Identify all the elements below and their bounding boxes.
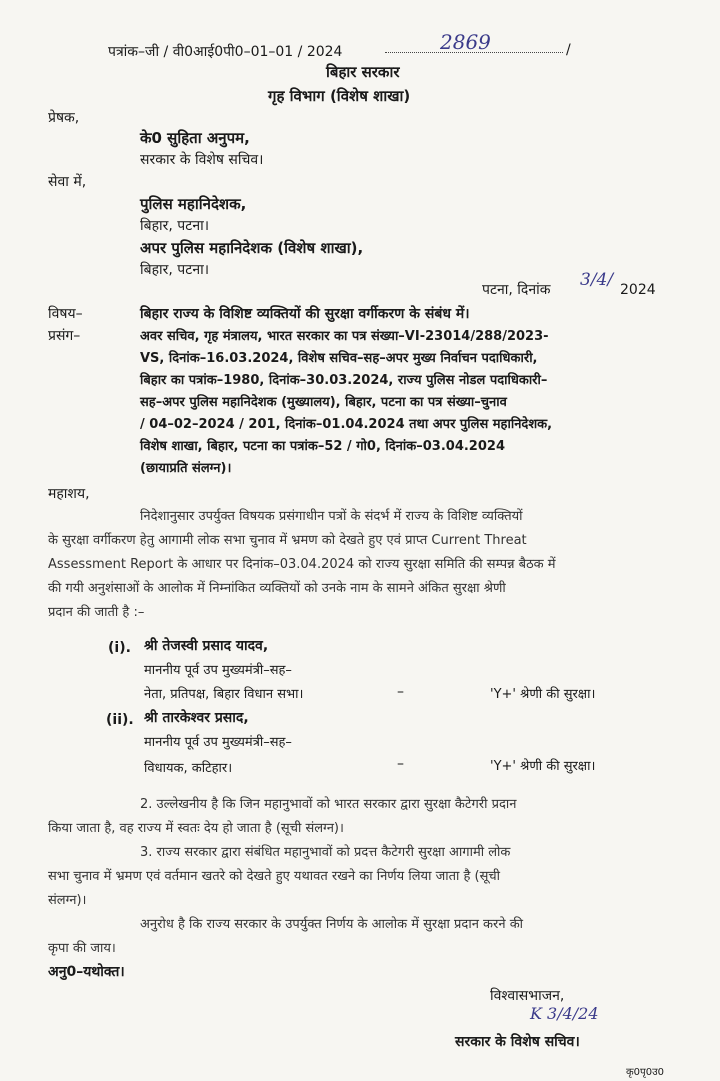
date-year: 2024: [620, 282, 656, 298]
paragraph-4-line: कृपा की जाय।: [48, 941, 116, 956]
reference-line: सह–अपर पुलिस महानिदेशक (मुख्यालय), बिहार, पटना का पत्र संख्या–चुनाव: [140, 395, 507, 410]
recipient-1-title: पुलिस महानिदेशक,: [140, 195, 247, 213]
person-1-dash: –: [397, 684, 404, 700]
date-prefix: पटना, दिनांक: [482, 282, 551, 298]
sender-name: के0 सुहिता अनुपम,: [140, 129, 250, 147]
paragraph-3-line: 3. राज्य सरकार द्वारा संबंधित महानुभावों को प्रदत्त कैटेगरी सुरक्षा आगामी लोक: [140, 845, 511, 860]
person-2-number: (ii).: [106, 712, 134, 728]
person-1-line3: नेता, प्रतिपक्ष, बिहार विधान सभा।: [144, 687, 304, 702]
sender-label: प्रेषक,: [48, 110, 80, 126]
reference-line: (छायाप्रति संलग्न)।: [140, 461, 232, 476]
reference-line: / 04–02–2024 / 201, दिनांक–01.04.2024 तथा अपर पुलिस महानिदेशक,: [140, 417, 553, 432]
paragraph-4-line: अनुरोध है कि राज्य सरकार के उपर्युक्त निर्णय के आलोक में सुरक्षा प्रदान करने की: [140, 917, 524, 932]
person-1-number: (i).: [108, 640, 131, 656]
paragraph-2-line: किया जाता है, वह राज्य में स्वतः देय हो जाता है (सूची संलग्न)।: [48, 821, 344, 836]
reference-label: प्रसंग–: [48, 328, 81, 344]
recipient-1-place: बिहार, पटना।: [140, 218, 210, 234]
person-1-line2: माननीय पूर्व उप मुख्यमंत्री–सह–: [144, 663, 292, 678]
recipient-2-title: अपर पुलिस महानिदेशक (विशेष शाखा),: [140, 239, 364, 257]
paragraph-1-line: के सुरक्षा वर्गीकरण हेतु आगामी लोक सभा चुनाव में भ्रमण को देखते हुए एवं प्राप्त Current Threat: [48, 533, 527, 548]
person-1-category: 'Y+' श्रेणी की सुरक्षा।: [490, 687, 596, 702]
paragraph-3-line: सभा चुनाव में भ्रमण एवं वर्तमान खतरे को देखते हुए यथावत रखने का निर्णय लिया जाता है (सूची: [48, 869, 501, 884]
paragraph-1-line: प्रदान की जाती है :–: [48, 605, 145, 620]
person-2-dash: –: [397, 756, 404, 772]
reference-line: VS, दिनांक–16.03.2024, विशेष सचिव–सह–अपर मुख्य निर्वाचन पदाधिकारी,: [140, 351, 538, 366]
person-2-line3: विधायक, कटिहार।: [144, 761, 233, 776]
organization-name: बिहार सरकार: [326, 63, 400, 81]
subject-label: विषय–: [48, 306, 83, 322]
reference-end-slash: /: [566, 42, 571, 58]
reference-line: अवर सचिव, गृह मंत्रालय, भारत सरकार का पत्र संख्या–VI-23014/288/2023-: [140, 329, 549, 344]
letter-reference-number: पत्रांक–जी / वी0आई0पी0–01–01 / 2024: [108, 44, 343, 60]
handwritten-date: 3/4/: [580, 270, 614, 290]
handwritten-signature: K 3/4/24: [530, 1004, 599, 1023]
department-name: गृह विभाग (विशेष शाखा): [268, 87, 411, 105]
paragraph-3-line: संलग्न)।: [48, 893, 87, 908]
paragraph-1-line: की गयी अनुशंसाओं के आलोक में निम्नांकित व्यक्तियों को उनके नाम के सामने अंकित सुरक्षा श्रेणी: [48, 581, 506, 596]
recipient-2-place: बिहार, पटना।: [140, 262, 210, 278]
enclosure-note: अनु0–यथोक्त।: [48, 964, 125, 980]
paragraph-1-line: Assessment Report के आधार पर दिनांक–03.04.2024 को राज्य सुरक्षा समिति की सम्पन्न बैठक में: [48, 557, 556, 572]
subject-text: बिहार राज्य के विशिष्ट व्यक्तियों की सुरक्षा वर्गीकरण के संबंध में।: [140, 306, 470, 322]
reference-line: बिहार का पत्रांक–1980, दिनांक–30.03.2024, राज्य पुलिस नोडल पदाधिकारी–: [140, 373, 548, 388]
recipients-label: सेवा में,: [48, 174, 87, 190]
reference-line: विशेष शाखा, बिहार, पटना का पत्रांक–52 / गो0, दिनांक–03.04.2024: [140, 439, 505, 454]
closing-designation: सरकार के विशेष सचिव।: [455, 1034, 580, 1050]
person-1-name: श्री तेजस्वी प्रसाद यादव,: [144, 638, 269, 654]
closing-faithfully: विश्वासभाजन,: [490, 988, 565, 1004]
paragraph-2-line: 2. उल्लेखनीय है कि जिन महानुभावों को भारत सरकार द्वारा सुरक्षा कैटेगरी प्रदान: [140, 797, 517, 812]
paragraph-1-line: निदेशानुसार उपर्युक्त विषयक प्रसंगाधीन पत्रों के संदर्भ में राज्य के विशिष्ट व्यक्तियों: [140, 509, 523, 524]
person-2-line2: माननीय पूर्व उप मुख्यमंत्री–सह–: [144, 735, 292, 750]
person-2-name: श्री तारकेश्वर प्रसाद,: [144, 710, 249, 726]
person-2-category: 'Y+' श्रेणी की सुरक्षा।: [490, 759, 596, 774]
salutation: महाशय,: [48, 486, 90, 502]
footer-code: कृ0पृ0उ0: [626, 1067, 664, 1078]
sender-designation: सरकार के विशेष सचिव।: [140, 152, 264, 168]
handwritten-reference-number: 2869: [440, 30, 491, 54]
